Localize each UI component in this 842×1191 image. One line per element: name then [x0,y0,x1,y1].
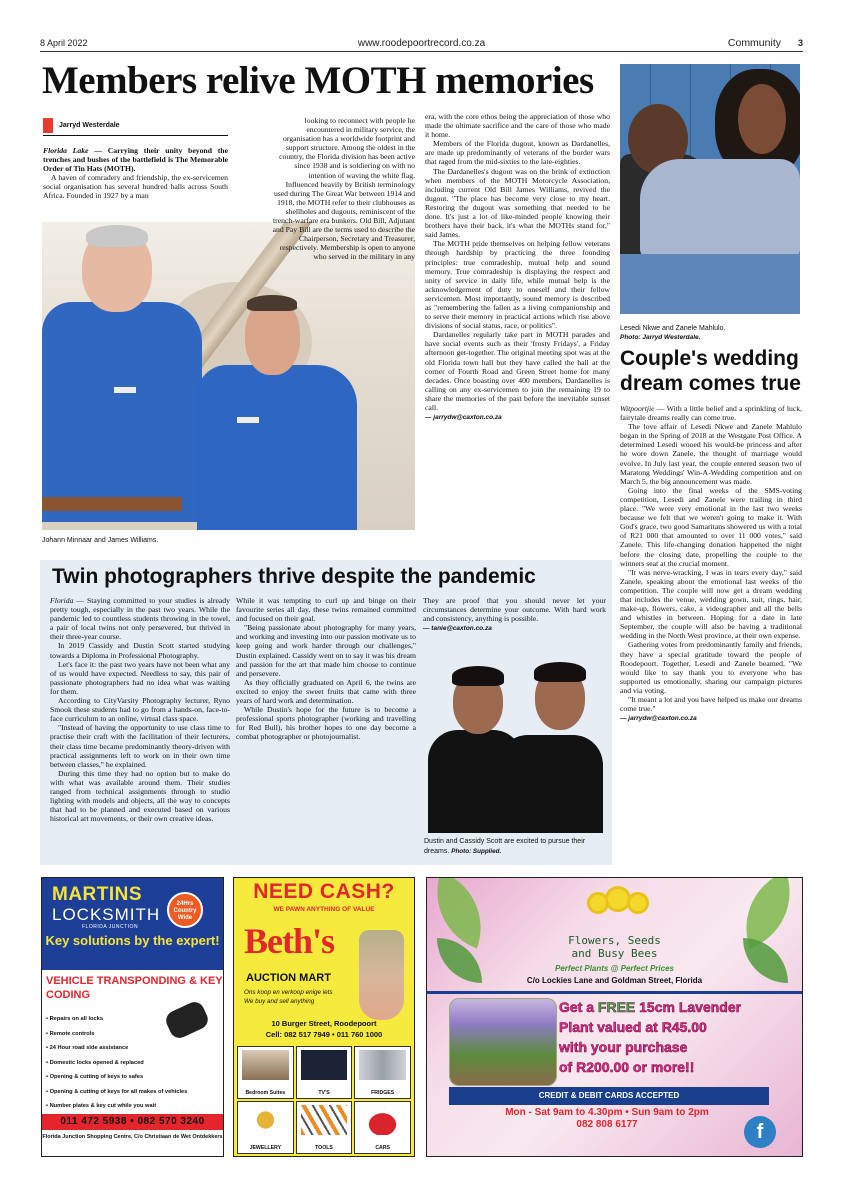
dateline: Florida Lake [43,146,89,155]
category-grid [237,1046,411,1154]
lavender-plant-image [449,998,557,1086]
paragraph: They are proof that you should never let your circumstances determine your outcome. With hard work and consistency, anything is possible. [423,596,606,624]
moth-photo-caption: Johann Minnaar and James Williams. [42,537,159,544]
page-number: 3 [797,38,803,48]
moth-col-3 [425,112,610,422]
moth-col-2 [270,116,415,262]
issue-date: 8 April 2022 [40,38,88,48]
wedding-headline: Couple's wedding dream comes true [620,347,801,395]
section-name: Community [727,37,781,49]
ad-address: Florida Junction Shopping Centre, C/o Christiaan de Wet Ontdekkers [42,1134,223,1140]
ad-tagline: Key solutions by the expert! [45,933,220,948]
24hrs-seal-icon: 24Hrs Country Wide [167,892,203,928]
ad-brand: MARTINS [52,884,143,905]
service-item: • Domestic locks opened & replaced [46,1056,187,1071]
service-item: • 24 Hour road side assistance [46,1041,187,1056]
photo-credit: Photo: Supplied. [451,847,502,855]
moth-lede: Florida Lake — Carrying their unity beyond the trenches and bushes of the battlefield is The Memorable Order of Tin Hats (MOTH). [43,146,228,174]
category-tools: TOOLS [296,1101,353,1154]
twins-photo [423,660,608,833]
paragraph: As they officially graduated on April 6, the twins are excited to enjoy the sweet fruits that came with three years of hard work and determination. [236,677,416,706]
wedding-signoff[interactable]: — jarrydw@caxton.co.za [620,715,697,723]
page-folio [40,38,803,52]
ad-brand: Flowers, Seeds and Busy Bees [568,934,661,960]
paragraph: Let's face it: the past two years have not been what any of us would have expected. Needless to say, this pair of passionate photographers had no idea what was waiting for them. [50,659,230,696]
paragraph: "It was nerve-wracking, I was in tears every day," said Zanele, speaking about the emotional last weeks of the competition. The couple will now get a dream wedding that includes the venue, wedding gown, suit, rings, hair, make-up, flowers, cake, a videographer and all the bells and whistles in between. Hoping for a date in late September, the couple will also be having a traditional wedding in the North West province, at their own expense. [620,567,802,641]
byline-marker [43,118,53,133]
category-tv: TV'S [296,1046,353,1099]
twins-photo-caption: Dustin and Cassidy Scott are excited to pursue their dreams. Photo: Supplied. [424,838,586,855]
couple-photo [620,64,800,314]
folio-rule [40,51,803,52]
paragraph: According to CityVarsity Photography lecturer, Ryno Smook these students had to go from a hands-on, face-to-face curriculum to an online, virtual class space. [50,696,230,724]
service-item: • Remote controls [46,1027,187,1042]
category-cars: CARS [354,1101,411,1154]
paragraph: In 2019 Cassidy and Dustin Scott started studying towards a Diploma in Professional Photography. [50,641,230,660]
facebook-icon[interactable]: f [744,1116,776,1148]
photo-credit: Photo: Jarryd Westerdale. [620,334,701,341]
paragraph: "It meant a lot and you have helped us make our dreams come true." [620,695,802,714]
ad-address: C/o Lockies Lane and Goldman Street, Florida [526,976,703,985]
ad-brand-sub: LOCKSMITH [52,905,161,924]
paragraph: era, with the core ethos being the appreciation of those who made the ultimate sacrifice and the care of those who made it home. [425,112,610,140]
moth-byline [43,118,228,136]
service-item: • Repairs on all locks [46,1012,187,1027]
service-item: • Opening & cutting of keys for all makes of vehicles [46,1085,187,1100]
paragraph: The MOTH pride themselves on helping fellow veterans through hardship by practicing the three founding principles: true comradeship, mutual help and sound memory. True comradeship is displaying the respect and unity of service in daily life, while mutual help is the acknowledgement of duty to oneself and their fellow servicemen. Most importantly, sound memory is described as "remembering the fallen as a living companionship and to serve their memory in practical actions which rise above divisions of social status, race, or politics". [425,239,610,331]
paragraph: The Dardanelles's dugout was on the brink of extinction when members of the MOTH Motorcycle Association, including current Old Bill James Williams, revived the dugout. "The place has become very close to my heart. Restoring the dugout was something that needed to be done. It's just a lot of like-minded people knowing their brothers have their back, it's what the MOTHs stand for," said James. [425,166,610,240]
twins-col-1: Florida — Staying committed to your studies is already pretty tough, especially in the past two years. While the pandemic led to countless students throwing in the towel, a pair of local twins not only persevered, but thrived in their three-year course. In 2019 Cassidy and Dustin Scott started studying towards a Diploma in Professional Photography. Let's face it: the past two years have not been what any of us would have expected. Needless to say, this pair of passionate photographers had no idea what was waiting for them. According to CityVarsity Photography lecturer, Ryno Smook these students had to go from a hands-on, face-to-face curriculum to an online, virtual class space. "Instead of having the opportunity to use class time to practise their craft with the facilitation of their lecturers, their class time became predominantly theory-driven with practical assignments left to work on in their own time between classes," he explained. During this time they had no option but to make do with what was available around them. Their studies ranged from technical assignments through to studio lighting with models and objects, all the way to concepts that had to be planned and executed based on various historical art movements, or their own creative ideas. [50,596,230,824]
paragraph: During this time they had no option but to make do with what was available around them. Their studies ranged from technical assignments through to studio lighting with models and objects, all the way to concepts that had to be planned and executed based on various historical art movements, or their own creative ideas. [50,768,230,824]
ad-beths-auction-mart[interactable] [233,877,415,1157]
category-fridges: FRIDGES [354,1046,411,1099]
services-list [46,1012,187,1114]
twins-headline: Twin photographers thrive despite the pandemic [52,565,536,588]
paragraph: The love affair of Lesedi Nkwe and Zanele Mahlulo began in the Spring of 2018 at the Westgate Post Office. A determined Lesedi wooed his would-be princess and after he wore down Zanele, the thought of marriage would evolve. In July last year, the couple entered season two of Maratong Weddings' Win-A-Wedding competition and on March 5, the big announcement was made. [620,422,802,486]
service-item: • Opening & cutting of keys to safes [46,1070,187,1085]
ad-slogan: Ons koop en verkoop enige iets We buy and sell anything [244,989,333,1005]
person-james [197,297,357,530]
moth-col-1 [43,146,228,201]
moth-signoff[interactable]: — jarrydw@caxton.co.za [425,414,502,422]
paragraph: "Instead of having the opportunity to use class time to practise their craft with the facilitation of their lecturers, their class time became predominantly theory-driven with practical assignments left to work on in their own time between classes," he explained. [50,723,230,769]
site-url[interactable]: www.roodepoortrecord.co.za [357,38,486,49]
paragraph: Dardanelles regularly take part in MOTH parades and have social events such as their 'frosty Fridays', a Friday afternoon get-together. The original meeting spot was at the old Florida town hall but they have called the hall at the corner of Fourth Road and Green Street home for many decades. Once boasting over 400 members, Dardanelles is calling on any ex-servicemen to join the remaining 19 to share the memories of the past before the inevitable sunset call. [425,330,610,412]
ad-brand: Beth's [244,921,335,961]
paragraph: Influenced heavily by British terminology used during The Great War between 1914 and 1918, the MOTH refer to their clubhouses as shellholes and dugouts, reminiscent of the trench-warfare era bunkers. Old Bill, Adjutant and Pay Bill are the terms used to describe the Chairperson, Secretary and Treasurer, respectively. Membership is open to anyone who served in the military in any [272,179,415,262]
couple-photo-caption: Lesedi Nkwe and Zanele Mahlulo. Photo: Jarryd Westerdale. [620,324,800,342]
ad-contact: 10 Burger Street, Roodepoort Cell: 082 517 7949 • 011 760 1000 [265,1019,383,1039]
ad-phone-numbers: 011 472 5938 • 082 570 3240 [42,1114,223,1130]
cash-hand-icon [359,930,404,1020]
twins-col-2 [236,596,416,742]
paragraph: While Dustin's hope for the future is to become a professional sports photographer (working and travelling for Red Bull), his brother hopes to one day become a combat photographer or photojournalist. [236,705,416,742]
ad-slogan: Perfect Plants @ Perfect Prices [555,964,674,973]
ad-heading: VEHICLE TRANSPONDING & KEY CODING [46,975,223,1001]
byline-author: Jarryd Westerdale [59,122,120,129]
person-johann [42,227,197,527]
paragraph: Members of the Florida dugout, known as Dardanelles, are made up predominantly of veterans of the border wars that raged from the mid-sixties to the late-eighties. [425,139,610,167]
ad-martins-locksmith[interactable] [41,877,224,1157]
divider [427,991,802,994]
dateline: Florida [50,596,74,605]
paragraph: Gathering votes from predominantly family and friends, they have a special gratitude toward the people of Roodepoort. Together, Lesedi and Zanele beamed, "We would like to say thank you to everyone who has supported us emotionally, sharing our campaign pictures and via voting. [620,640,802,695]
ad-brand-sub: AUCTION MART [246,972,331,984]
sunflower-icon [627,892,649,914]
ad-hours: Mon - Sat 9am to 4.30pm • Sun 9am to 2pm 082 808 6177 [505,1107,709,1130]
ad-headline: NEED CASH? [253,880,395,903]
twins-col-3 [423,596,606,633]
cards-accepted-banner: CREDIT & DEBIT CARDS ACCEPTED [449,1087,769,1105]
ad-flowers-seeds-busy-bees[interactable] [426,877,803,1157]
ad-offer: Get a FREE 15cm Lavender Plant valued at R45.00 with your purchase of R200.00 or more!! [559,999,742,1075]
wedding-body: Witpoortjie — With a little belief and a sprinkling of luck, fairytale dreams really can come true. The love affair of Lesedi Nkwe and Zanele Mahlulo began in the Spring of 2018 at the Westgate Post Office. A determined Lesedi wooed his would-be princess and after he wore down Zanele, the thought of marriage would evolve. In July last year, the couple entered season two of Maratong Weddings' Win-A-Wedding competition and on March 5, the big announcement was made. Going into the final weeks of the SMS-voting competition, Lesedi and Zanele were trailing in third place. "We were very emotional in the last two weeks because we felt that we weren't going to make it. With God's grace, two good Samaritans showered us with a total of R21 000 that amounted to over 11 000 votes," said Zanele. This life-changing donation happened the night before the closing date, propelling the couple to the winners seat at the crucial moment. "It was nerve-wracking, I was in tears every day," said Zanele, speaking about the emotional last weeks of the competition. The couple will now get a dream wedding that includes the venue, wedding gown, suit, rings, hair, make-up, flowers, cake, a videographer and all the bells and whistles in between. Hoping for a date in late September, the couple will also be having a traditional wedding in the North West province, at their own expense. Gathering votes from predominantly family and friends, they have a special gratitude toward the people of Roodepoort. Together, Lesedi and Zanele beamed, "We would like to say thank you to everyone who has supported us emotionally, sharing our campaign pictures and via voting. "It meant a lot and you have helped us make our dreams come true." — jarrydw@caxton.co.za [620,404,802,723]
dateline: Witpoortjie [620,404,655,413]
twins-signoff[interactable]: — tanie@caxton.co.za [423,625,492,633]
ad-subhead: WE PAWN ANYTHING OF VALUE [273,906,375,913]
moth-photo [42,222,415,530]
paragraph: "Being passionate about photography for many years, and working and investing into our passion motivate us to keep going and work harder through our challenges," Dustin explained. Cassidy went on to say it was his dream and passion for the art that made him choose to continue and persevere. [236,623,416,678]
moth-headline: Members relive MOTH memories [42,59,594,102]
service-item: • Number plates & key cut while you wait [46,1099,187,1114]
ad-location: FLORIDA JUNCTION [82,924,139,930]
paragraph: looking to reconnect with people he encountered in military service, the organisation has a worldwide footprint and support structure. Among the oldest in the country, the Florida division has been active since 1938 and is soldiering on with no intention of waving the white flag. [279,116,415,180]
category-bedroom: Bedroom Suites [237,1046,294,1099]
paragraph: Going into the final weeks of the SMS-voting competition, Lesedi and Zanele were trailing in third place. "We were very emotional in the last two weeks because we felt that we weren't going to make it. With God's grace, two good Samaritans showered us with a total of R21 000 that amounted to over 11 000 votes," said Zanele. This life-changing donation happened the night before the closing date, propelling the couple to the winners seat at the crucial moment. [620,485,802,568]
paragraph: A haven of comradery and friendship, the ex-servicemen social organisation has several hundred halls across South Africa. Founded in 1927 by a man [43,173,228,201]
paragraph: While it was tempting to curl up and binge on their favourite series all day, these twins remained committed and focused on their goal. [236,596,416,624]
category-jewellery: JEWELLERY [237,1101,294,1154]
